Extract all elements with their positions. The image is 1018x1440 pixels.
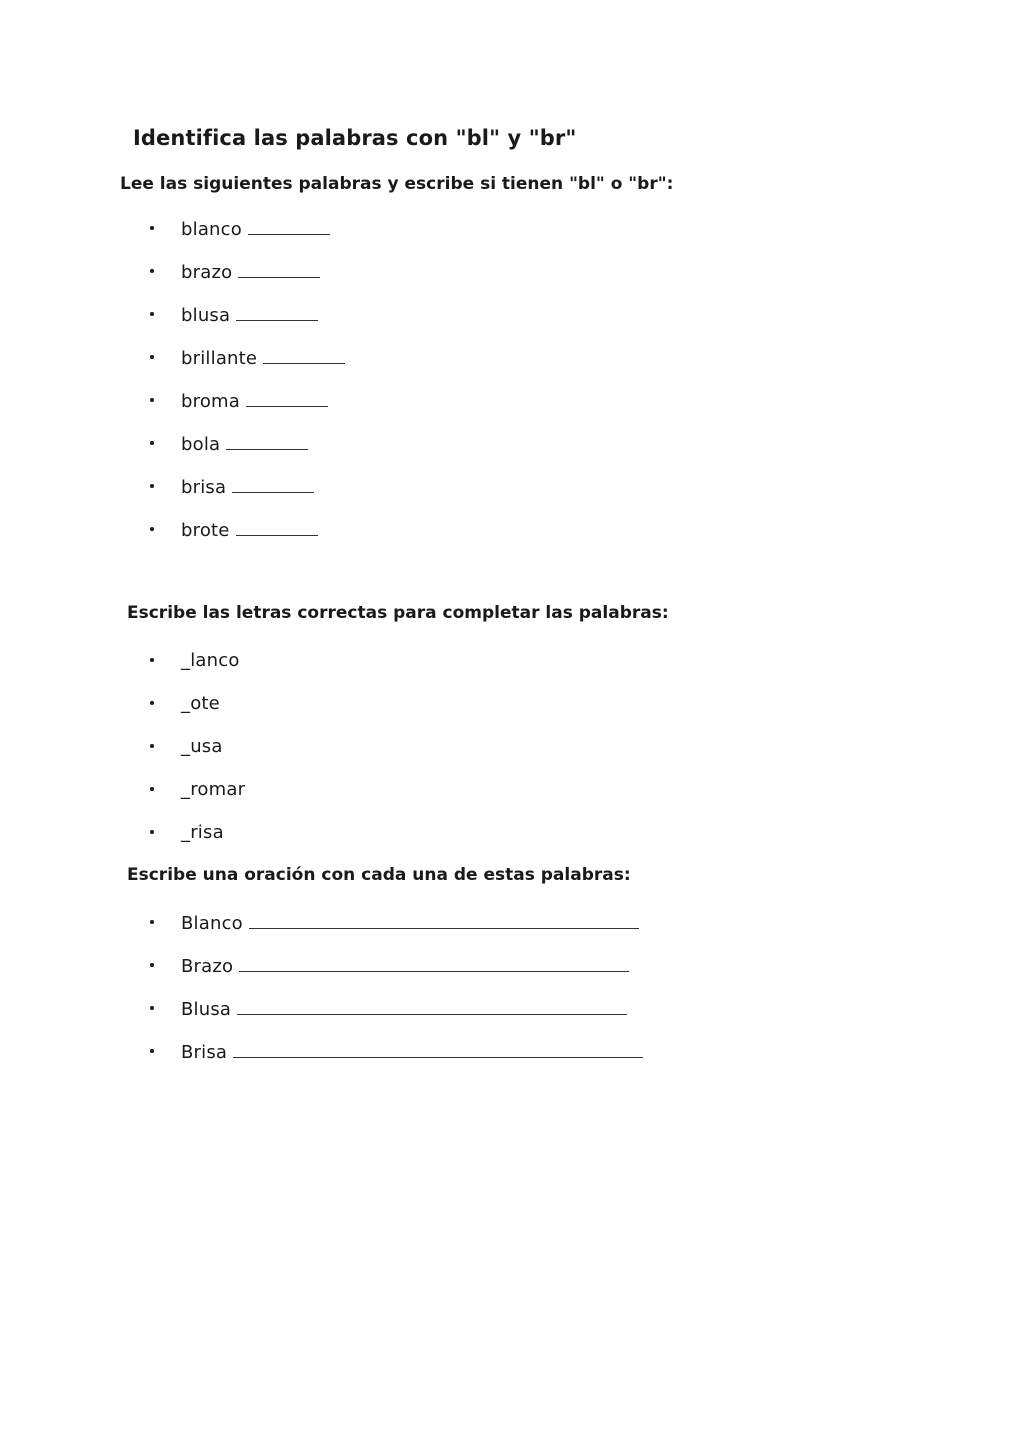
word-label: _romar: [181, 779, 246, 800]
bullet-icon: [150, 658, 154, 662]
answer-blank[interactable]: [263, 347, 345, 364]
answer-blank[interactable]: [248, 218, 330, 235]
word-label: blusa: [181, 305, 231, 326]
bullet-icon: [150, 355, 154, 359]
section2-heading: Escribe las letras correctas para completar las palabras:: [127, 603, 669, 623]
bullet-icon: [150, 1049, 154, 1053]
bullet-icon: [150, 963, 154, 967]
bullet-icon: [150, 312, 154, 316]
answer-blank[interactable]: [232, 476, 314, 493]
word-label: _risa: [181, 822, 224, 843]
word-label: brazo: [181, 262, 233, 283]
sentence-blank[interactable]: [237, 998, 627, 1015]
answer-blank[interactable]: [236, 304, 318, 321]
word-label: _lanco: [181, 650, 240, 671]
word-label: brillante: [181, 348, 258, 369]
bullet-icon: [150, 701, 154, 705]
word-label: Blanco: [181, 913, 243, 934]
word-label: bola: [181, 434, 221, 455]
bullet-icon: [150, 484, 154, 488]
bullet-icon: [150, 787, 154, 791]
word-label: blanco: [181, 219, 242, 240]
answer-blank[interactable]: [238, 261, 320, 278]
word-label: Brazo: [181, 956, 234, 977]
bullet-icon: [150, 744, 154, 748]
bullet-icon: [150, 527, 154, 531]
answer-blank[interactable]: [226, 433, 308, 450]
word-label: brisa: [181, 477, 227, 498]
bullet-icon: [150, 830, 154, 834]
bullet-icon: [150, 1006, 154, 1010]
word-label: brote: [181, 520, 230, 541]
bullet-icon: [150, 226, 154, 230]
sentence-blank[interactable]: [249, 912, 639, 929]
bullet-icon: [150, 398, 154, 402]
answer-blank[interactable]: [236, 519, 318, 536]
word-label: _ote: [181, 693, 220, 714]
bullet-icon: [150, 441, 154, 445]
answer-blank[interactable]: [246, 390, 328, 407]
worksheet-title: Identifica las palabras con "bl" y "br": [133, 126, 577, 150]
word-label: Brisa: [181, 1042, 228, 1063]
section3-heading: Escribe una oración con cada una de estas palabras:: [127, 865, 631, 885]
word-label: Blusa: [181, 999, 232, 1020]
bullet-icon: [150, 269, 154, 273]
word-label: _usa: [181, 736, 223, 757]
sentence-blank[interactable]: [239, 955, 629, 972]
section1-heading: Lee las siguientes palabras y escribe si tienen "bl" o "br":: [120, 174, 674, 194]
sentence-blank[interactable]: [233, 1041, 643, 1058]
word-label: broma: [181, 391, 241, 412]
bullet-icon: [150, 920, 154, 924]
